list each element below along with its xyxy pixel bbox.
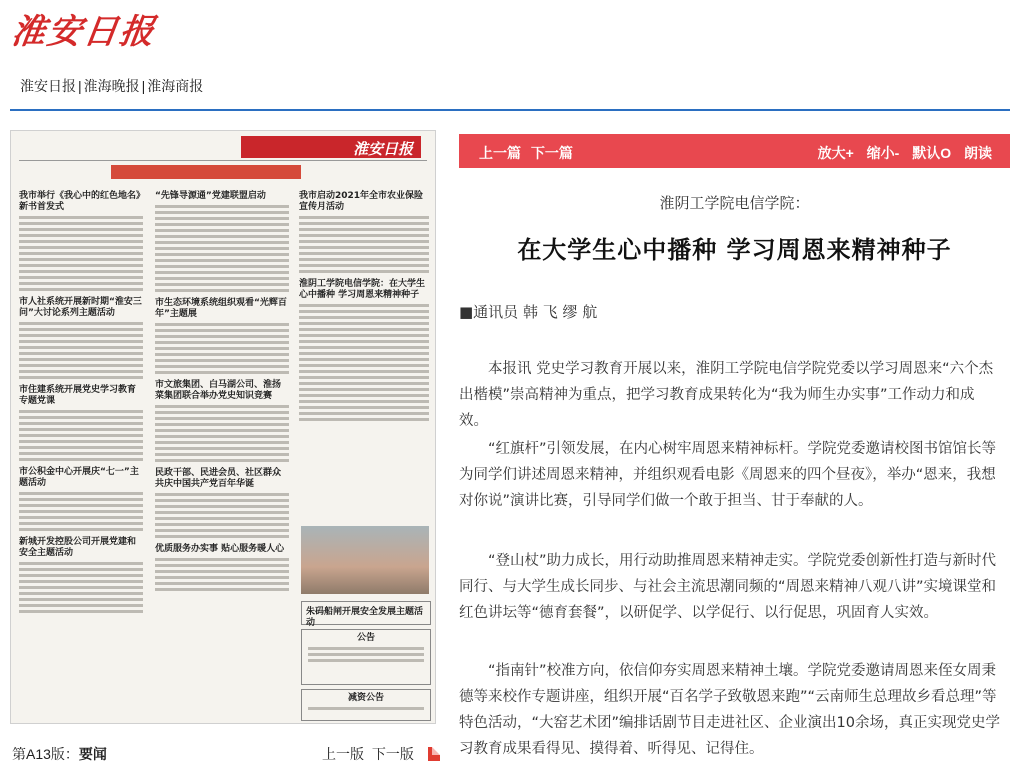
thumbnail-headline[interactable]: 减资公告 xyxy=(347,693,384,703)
thumbnail-headline[interactable]: 民政干部、民进会员、社区群众共庆中国共产党百年华诞 xyxy=(155,468,282,489)
nav-link-huaian-daily[interactable]: 淮安日报 xyxy=(20,78,76,94)
article-subtitle: 淮阴工学院电信学院： xyxy=(659,194,810,212)
thumbnail-headline[interactable]: 公告 xyxy=(356,633,375,643)
newspaper-page-thumbnail[interactable] xyxy=(10,130,436,724)
nav-separator: | xyxy=(78,78,82,94)
thumbnail-box xyxy=(301,601,431,628)
header xyxy=(0,0,1020,52)
article-byline: ■通讯员 韩 飞 缪 航 xyxy=(459,303,598,321)
thumbnail-headline[interactable]: 朱码船闸开展安全发展主题活动 xyxy=(306,607,424,628)
thumbnail-notice-box xyxy=(301,689,431,721)
thumbnail-notice-box xyxy=(301,629,431,685)
article-nav xyxy=(479,143,579,163)
site-logo[interactable]: 淮安日报 xyxy=(8,12,159,52)
thumbnail-headline[interactable]: 市文旅集团、白马湖公司、淮扬菜集团联合举办党史知识竞赛 xyxy=(155,380,282,401)
thumbnail-logo: 淮安日报 xyxy=(352,140,413,158)
thumbnail-headline[interactable]: 优质服务办实事 贴心服务暖人心 xyxy=(155,544,285,554)
thumbnail-masthead xyxy=(19,136,427,161)
nav-link-huaihai-evening[interactable]: 淮海晚报 xyxy=(83,78,140,94)
thumbnail-headline[interactable]: 市生态环境系统组织观看“光辉百年”主题展 xyxy=(155,298,287,319)
thumbnail-headline[interactable]: 新城开发控股公司开展党建和安全主题活动 xyxy=(19,537,137,558)
read-aloud-button[interactable]: 朗读 xyxy=(964,145,992,161)
thumbnail-photo xyxy=(301,526,429,594)
header-divider xyxy=(10,109,1010,111)
article-paragraph: “红旗杆”引领发展，在内心树牢周恩来精神标杆。学院党委邀请校图书馆馆长等为同学们讲述周恩来精神，并组织观看电影《周恩来的四个昼夜》，举办“恩来，我想对你说”演讲比赛，引导同学们做一个敢于担当、甘于奉献的人。 xyxy=(459,441,997,509)
nav-link-huaihai-business[interactable]: 淮海商报 xyxy=(147,78,204,94)
edition-label xyxy=(12,744,107,764)
thumbnail-headline[interactable]: 市公积金中心开展庆“七一”主题活动 xyxy=(19,467,139,488)
thumbnail-headline[interactable]: “先锋导源通”党建联盟启动 xyxy=(155,191,266,201)
article-paragraph: “指南针”校准方向，依信仰夯实周恩来精神土壤。学院党委邀请周恩来侄女周秉德等来校作专题讲座，组织开展“百名学子致敬恩来跑”“云南师生总理故乡看总理”等特色活动，“大窑艺术团”编排话剧节目走进社区、企业演出10余场，真正实现党史学习教育成果看得见、摸得着、听得见、记得住。 xyxy=(459,663,1000,757)
next-article-button[interactable]: 下一篇 xyxy=(530,145,573,161)
prev-article-button[interactable]: 上一篇 xyxy=(479,145,521,161)
default-size-button[interactable]: 默认O xyxy=(912,145,952,161)
thumbnail-headline[interactable]: 市住建系统开展党史学习教育专题党课 xyxy=(19,385,137,406)
pdf-icon[interactable] xyxy=(428,747,440,761)
nav-separator: | xyxy=(141,78,146,94)
thumbnail-headline[interactable]: 淮阴工学院电信学院：在大学生心中播种 学习周恩来精神种子 xyxy=(299,279,426,300)
article-paragraph: 本报讯 党史学习教育开展以来，淮阴工学院电信学院党委以学习周恩来“六个杰出楷模”崇高精神为重点，把学习教育成果转化为“我为师生办实事”工作动力和成效。 xyxy=(459,361,994,429)
article-title: 在大学生心中播种 学习周恩来精神种子 xyxy=(517,236,952,264)
thumbnail-red-strip xyxy=(111,165,301,179)
article-paragraph: “登山杖”助力成长，用行动助推周恩来精神走实。学院党委创新性打造与新时代同行、与大学生成长同步、与社会主流思潮同频的“周恩来精神八观八讲”实境课堂和红色讲坛等“德育套餐”，以研促学、以学促行、以行促思，巩固育人实效。 xyxy=(459,553,997,621)
text-controls xyxy=(809,143,992,163)
zoom-in-button[interactable]: 放大+ xyxy=(817,145,854,161)
thumbnail-banner xyxy=(241,136,421,158)
article-toolbar xyxy=(459,134,1010,168)
prev-page-link[interactable]: 上一版 xyxy=(322,746,364,762)
zoom-out-button[interactable]: 缩小- xyxy=(866,145,900,161)
thumbnail-headline[interactable]: 我市举行《我心中的红色地名》新书首发式 xyxy=(19,191,141,212)
thumbnail-headline[interactable]: 市人社系统开展新时期“淮安三问”大讨论系列主题活动 xyxy=(19,297,142,318)
publication-nav xyxy=(20,76,203,96)
thumbnail-column-1 xyxy=(19,185,143,715)
edition-number: 第A13版： xyxy=(12,746,79,762)
next-page-link[interactable]: 下一版 xyxy=(371,746,414,762)
thumbnail-headline[interactable]: 我市启动2021年全市农业保险宣传月活动 xyxy=(299,191,424,212)
thumbnail-column-2 xyxy=(155,185,289,715)
edition-section: 要闻 xyxy=(78,746,107,762)
page-nav xyxy=(322,744,440,764)
